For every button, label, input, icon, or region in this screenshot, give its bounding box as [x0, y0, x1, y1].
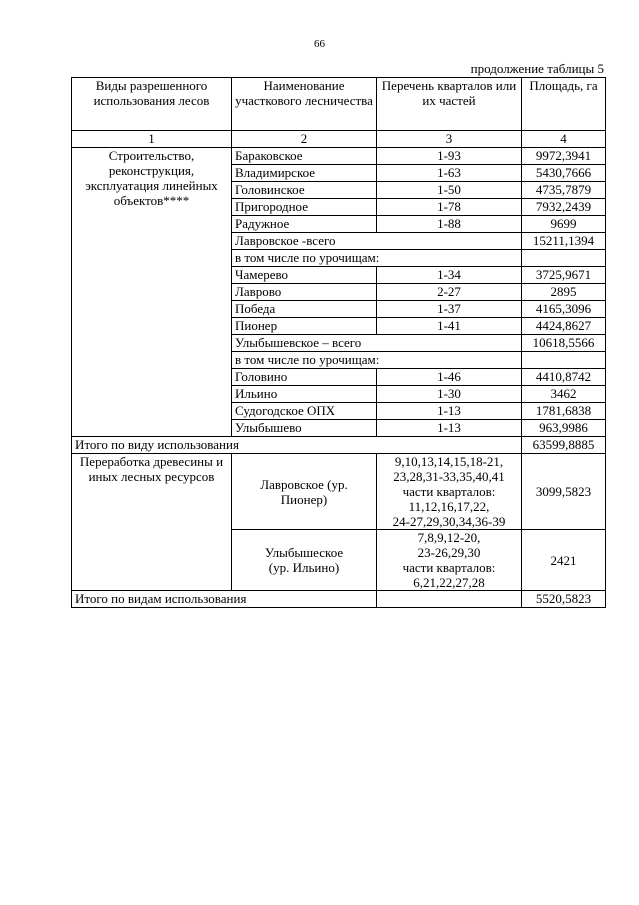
area-cell: 9699: [522, 216, 606, 233]
quarters-line: 24-27,29,30,34,36-39: [392, 514, 506, 529]
quarters-cell: 1-46: [377, 369, 522, 386]
area-cell: 2421: [522, 530, 606, 591]
forest-use-table: [71, 77, 606, 608]
quarters-cell: [377, 454, 522, 530]
area-cell: 4735,7879: [522, 182, 606, 199]
quarters-line: 6,21,22,27,28: [413, 575, 485, 590]
quarters-cell: 1-13: [377, 420, 522, 437]
area-cell: 3099,5823: [522, 454, 606, 530]
area-cell: [522, 250, 606, 267]
forestry-name-cell: Головино: [232, 369, 377, 386]
area-cell: 3462: [522, 386, 606, 403]
area-cell: 10618,5566: [522, 335, 606, 352]
page-number: 66: [314, 38, 325, 50]
quarters-line: части кварталов:: [402, 484, 496, 499]
area-cell: 1781,6838: [522, 403, 606, 420]
use-type-cell: Строительство, реконструкция, эксплуатация линейных объектов****: [72, 148, 232, 437]
quarters-cell: 1-50: [377, 182, 522, 199]
forestry-name-cell: Лавровское (ур. Пионер): [232, 454, 377, 530]
forestry-name-cell: в том числе по урочищам:: [232, 352, 522, 369]
area-cell: 7932,2439: [522, 199, 606, 216]
header-forestry-name: Наименование участкового лесничества: [232, 78, 377, 131]
area-cell: 2895: [522, 284, 606, 301]
table-row: [72, 454, 606, 530]
forestry-name-cell: Лавровское -всего: [232, 233, 522, 250]
forestry-name-cell: Судогодское ОПХ: [232, 403, 377, 420]
table-row: [72, 148, 606, 165]
forestry-name-cell: Пионер: [232, 318, 377, 335]
quarters-line: 9,10,13,14,15,18-21,: [394, 454, 504, 469]
quarters-cell: 1-13: [377, 403, 522, 420]
quarters-cell: 1-34: [377, 267, 522, 284]
total-area: 5520,5823: [522, 591, 606, 608]
area-cell: [522, 352, 606, 369]
quarters-line: части кварталов:: [402, 560, 496, 575]
header-use-type: Виды разрешенного использования лесов: [72, 78, 232, 131]
column-number: 3: [377, 131, 522, 148]
quarters-line: 7,8,9,12-20,: [417, 530, 481, 545]
forestry-name-cell: Улыбышево: [232, 420, 377, 437]
area-cell: 4165,3096: [522, 301, 606, 318]
area-cell: 3725,9671: [522, 267, 606, 284]
header-area: Площадь, га: [522, 78, 606, 131]
use-type-cell: Переработка древесины и иных лесных ресурсов: [72, 454, 232, 591]
quarters-cell: [377, 530, 522, 591]
forestry-name-cell: Радужное: [232, 216, 377, 233]
area-cell: 4410,8742: [522, 369, 606, 386]
forestry-name-cell: Бараковское: [232, 148, 377, 165]
area-cell: 4424,8627: [522, 318, 606, 335]
quarters-cell: 1-37: [377, 301, 522, 318]
quarters-line: 23,28,31-33,35,40,41: [393, 469, 505, 484]
forestry-name-cell: Владимирское: [232, 165, 377, 182]
empty-cell: [377, 591, 522, 608]
quarters-line: 23-26,29,30: [417, 545, 481, 560]
forestry-name-cell: Чамерево: [232, 267, 377, 284]
area-cell: 9972,3941: [522, 148, 606, 165]
column-number: 1: [72, 131, 232, 148]
total-label: Итого по видам использования: [72, 591, 377, 608]
area-cell: 963,9986: [522, 420, 606, 437]
forestry-name-cell: Лаврово: [232, 284, 377, 301]
quarters-cell: 1-63: [377, 165, 522, 182]
quarters-line: 11,12,16,17,22,: [408, 499, 490, 514]
column-number-row: [72, 131, 606, 148]
forestry-name-cell: Пригородное: [232, 199, 377, 216]
quarters-cell: 1-41: [377, 318, 522, 335]
header-row: [72, 78, 606, 131]
total-area: 63599,8885: [522, 437, 606, 454]
column-number: 4: [522, 131, 606, 148]
quarters-cell: 1-78: [377, 199, 522, 216]
quarters-cell: 1-93: [377, 148, 522, 165]
table-continuation-label: продолжение таблицы 5: [470, 61, 604, 76]
quarters-cell: 1-88: [377, 216, 522, 233]
forestry-name-cell: Улыбышевское – всего: [232, 335, 522, 352]
quarters-cell: 2-27: [377, 284, 522, 301]
header-quarters: Перечень кварталов или их частей: [377, 78, 522, 131]
area-cell: 5430,7666: [522, 165, 606, 182]
column-number: 2: [232, 131, 377, 148]
forestry-name-cell: в том числе по урочищам:: [232, 250, 522, 267]
quarters-cell: 1-30: [377, 386, 522, 403]
total-row: [72, 591, 606, 608]
total-label: Итого по виду использования: [72, 437, 522, 454]
area-cell: 15211,1394: [522, 233, 606, 250]
forestry-name-cell: Головинское: [232, 182, 377, 199]
forestry-name-cell: Ильино: [232, 386, 377, 403]
forestry-name-cell: Улыбышеское (ур. Ильино): [232, 530, 377, 591]
total-row: [72, 437, 606, 454]
forestry-name-cell: Победа: [232, 301, 377, 318]
